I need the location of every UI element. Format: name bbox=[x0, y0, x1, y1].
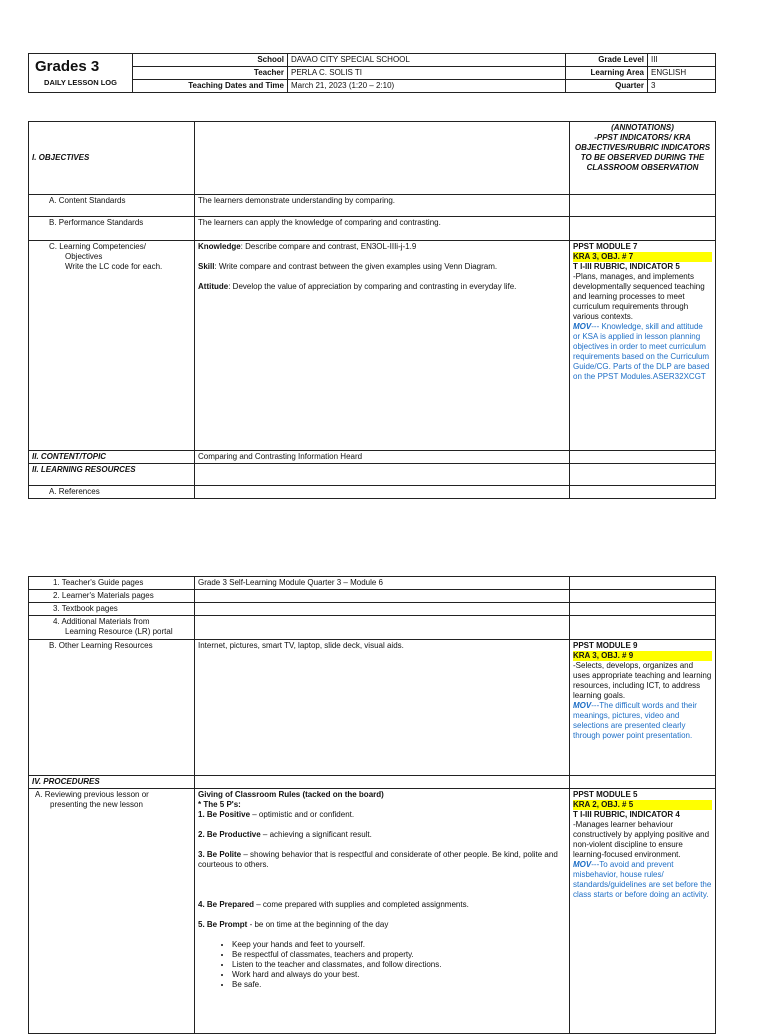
additional-materials-annotation bbox=[570, 616, 716, 640]
teachers-guide-value: Grade 3 Self-Learning Module Quarter 3 – Module 6 bbox=[195, 577, 570, 590]
competencies-label-line2: Objectives bbox=[65, 252, 103, 261]
rev-description: -Manages learner behaviour constructively by applying positive and non-violent discipline to ensure learning-focused environment. bbox=[573, 820, 710, 859]
rule-prompt bbox=[198, 920, 566, 930]
header-table bbox=[28, 53, 716, 93]
dates-value: March 21, 2023 (1:20 – 2:10) bbox=[288, 80, 566, 93]
review-label-line2: presenting the new lesson bbox=[50, 800, 143, 809]
rev-rubric: T I-III RUBRIC, INDICATOR 4 bbox=[573, 810, 680, 819]
dates-label: Teaching Dates and Time bbox=[133, 80, 288, 93]
ann-kra-highlight: KRA 3, OBJ. # 7 bbox=[573, 252, 712, 262]
rev-kra-highlight: KRA 2, OBJ. # 5 bbox=[573, 800, 712, 810]
teachers-guide-annotation bbox=[570, 577, 716, 590]
content-topic-annotation bbox=[570, 451, 716, 464]
rule-productive-value: – achieving a significant result. bbox=[260, 830, 372, 839]
ann-module: PPST MODULE 7 bbox=[573, 242, 638, 251]
rule-positive-value: – optimistic and or confident. bbox=[250, 810, 355, 819]
textbook-annotation bbox=[570, 603, 716, 616]
rule-prepared-value: – come prepared with supplies and completed assignments. bbox=[254, 900, 469, 909]
ann-rubric: T I-III RUBRIC, INDICATOR 5 bbox=[573, 262, 680, 271]
references-label: A. References bbox=[29, 486, 195, 499]
teacher-label: Teacher bbox=[133, 67, 288, 80]
rule-positive bbox=[198, 810, 566, 820]
knowledge-label: Knowledge bbox=[198, 242, 241, 251]
performance-standards-label: B. Performance Standards bbox=[29, 217, 195, 241]
additional-materials-line2: Learning Resource (LR) portal bbox=[65, 627, 173, 636]
skill-line bbox=[198, 262, 566, 272]
objectives-empty bbox=[195, 122, 570, 195]
olr-kra-highlight: KRA 3, OBJ. # 9 bbox=[573, 651, 712, 661]
rule-prompt-value: - be on time at the beginning of the day bbox=[247, 920, 389, 929]
attitude-label: Attitude bbox=[198, 282, 229, 291]
learning-resources-value bbox=[195, 464, 570, 486]
performance-standards-value: The learners can apply the knowledge of comparing and contrasting. bbox=[195, 217, 570, 241]
area-value: ENGLISH bbox=[648, 67, 716, 80]
teachers-guide-label: 1. Teacher's Guide pages bbox=[29, 577, 195, 590]
competencies-label-line1: C. Learning Competencies/ bbox=[49, 242, 146, 251]
page-subtitle: DAILY LESSON LOG bbox=[44, 78, 117, 87]
rev-mov bbox=[573, 860, 712, 900]
knowledge-value: : Describe compare and contrast, EN3OL-IIIi-j-1.9 bbox=[240, 242, 417, 251]
olr-description: -Selects, develops, organizes and uses appropriate teaching and learning resources, including ICT, to address learning goals. bbox=[573, 661, 712, 700]
learners-materials-value bbox=[195, 590, 570, 603]
list-item: • Be respectful of classmates, teachers and property. bbox=[232, 950, 566, 960]
learning-resources-label: II. LEARNING RESOURCES bbox=[29, 464, 195, 486]
review-label-line1: A. Reviewing previous lesson or bbox=[35, 790, 149, 799]
school-value: DAVAO CITY SPECIAL SCHOOL bbox=[288, 54, 566, 67]
content-standards-annotation bbox=[570, 195, 716, 217]
title-cell bbox=[29, 54, 133, 93]
knowledge-line bbox=[198, 242, 566, 252]
olr-mov-value: ---The difficult words and their meanings, pictures, video and selections are presented clearly through power point presentation. bbox=[573, 701, 697, 740]
additional-materials-value bbox=[195, 616, 570, 640]
list-item: • Be safe. bbox=[232, 980, 566, 990]
procedures-label: IV. PROCEDURES bbox=[29, 776, 195, 789]
olr-mov bbox=[573, 701, 712, 741]
objectives-table bbox=[28, 121, 716, 499]
rev-module: PPST MODULE 5 bbox=[573, 790, 638, 799]
ann-mov-value: --- Knowledge, skill and attitude or KSA is applied in lesson planning objectives in order to meet curriculum requirements based on the Curriculum Guide/CG. Parts of the DLP are based on the PPST Modules.ASER32XCGT bbox=[573, 322, 710, 381]
review-annotation bbox=[570, 789, 716, 1034]
content-topic-label: II. CONTENT/TOPIC bbox=[29, 451, 195, 464]
competencies-label-line3: Write the LC code for each. bbox=[65, 262, 163, 271]
other-resources-annotation bbox=[570, 640, 716, 776]
ann-mov-label: MOV bbox=[573, 322, 592, 331]
rule-prepared bbox=[198, 900, 566, 910]
area-label: Learning Area bbox=[566, 67, 648, 80]
review-label bbox=[29, 789, 195, 1034]
textbook-label: 3. Textbook pages bbox=[29, 603, 195, 616]
learning-resources-annotation bbox=[570, 464, 716, 486]
teacher-value: PERLA C. SOLIS TI bbox=[288, 67, 566, 80]
list-item: • Work hard and always do your best. bbox=[232, 970, 566, 980]
list-item: • Listen to the teacher and classmates, and follow directions. bbox=[232, 960, 566, 970]
attitude-line bbox=[198, 282, 566, 292]
attitude-value: : Develop the value of appreciation by comparing and contrasting in everyday life. bbox=[228, 282, 517, 291]
rev-mov-label: MOV bbox=[573, 860, 592, 869]
rules-subtitle: * The 5 P's: bbox=[198, 800, 241, 809]
rules-title: Giving of Classroom Rules (tacked on the board) bbox=[198, 790, 384, 799]
school-label: School bbox=[133, 54, 288, 67]
rules-bullet-list bbox=[198, 940, 566, 990]
grade-value: III bbox=[648, 54, 716, 67]
rule-polite-value: – showing behavior that is respectful and considerate of other people. Be kind, polite and courteous to others. bbox=[198, 850, 558, 869]
references-annotation bbox=[570, 486, 716, 499]
additional-materials-label bbox=[29, 616, 195, 640]
learners-materials-annotation bbox=[570, 590, 716, 603]
procedures-annotation bbox=[570, 776, 716, 789]
quarter-label: Quarter bbox=[566, 80, 648, 93]
quarter-value: 3 bbox=[648, 80, 716, 93]
annotations-heading: (ANNOTATIONS) -PPST INDICATORS/ KRA OBJECTIVES/RUBRIC INDICATORS TO BE OBSERVED DURING THE CLASSROOM OBSERVATION bbox=[570, 122, 716, 195]
content-standards-label: A. Content Standards bbox=[29, 195, 195, 217]
ann-mov bbox=[573, 322, 712, 382]
resources-procedures-table bbox=[28, 576, 716, 1034]
rule-polite-label: 3. Be Polite bbox=[198, 850, 242, 859]
content-topic-value: Comparing and Contrasting Information Heard bbox=[195, 451, 570, 464]
rule-prepared-label: 4. Be Prepared bbox=[198, 900, 255, 909]
competencies-label bbox=[29, 241, 195, 451]
procedures-value bbox=[195, 776, 570, 789]
ann-description: -Plans, manages, and implements developmentally sequenced teaching and learning processes to meet curriculum requirements through various contexts. bbox=[573, 272, 705, 321]
olr-module: PPST MODULE 9 bbox=[573, 641, 638, 650]
rule-positive-label: 1. Be Positive bbox=[198, 810, 251, 819]
list-item: • Keep your hands and feet to yourself. bbox=[232, 940, 566, 950]
additional-materials-line1: 4. Additional Materials from bbox=[53, 617, 150, 626]
rule-polite bbox=[198, 850, 566, 870]
rule-productive bbox=[198, 830, 566, 840]
textbook-value bbox=[195, 603, 570, 616]
objectives-heading: I. OBJECTIVES bbox=[29, 122, 195, 195]
other-resources-label: B. Other Learning Resources bbox=[29, 640, 195, 776]
olr-mov-label: MOV bbox=[573, 701, 592, 710]
performance-standards-annotation bbox=[570, 217, 716, 241]
rule-prompt-label: 5. Be Prompt bbox=[198, 920, 248, 929]
competencies-annotation bbox=[570, 241, 716, 451]
skill-value: : Write compare and contrast between the given examples using Venn Diagram. bbox=[214, 262, 498, 271]
rev-mov-value: ---To avoid and prevent misbehavior, house rules/ standards/guidelines are set before the class starts or before doing an activity. bbox=[573, 860, 712, 899]
references-value bbox=[195, 486, 570, 499]
skill-label: Skill bbox=[198, 262, 215, 271]
learners-materials-label: 2. Learner's Materials pages bbox=[29, 590, 195, 603]
other-resources-value: Internet, pictures, smart TV, laptop, slide deck, visual aids. bbox=[195, 640, 570, 776]
content-standards-value: The learners demonstrate understanding by comparing. bbox=[195, 195, 570, 217]
review-value bbox=[195, 789, 570, 1034]
page-title: Grades 3 bbox=[35, 58, 100, 75]
rule-productive-label: 2. Be Productive bbox=[198, 830, 261, 839]
competencies-value bbox=[195, 241, 570, 451]
grade-label: Grade Level bbox=[566, 54, 648, 67]
